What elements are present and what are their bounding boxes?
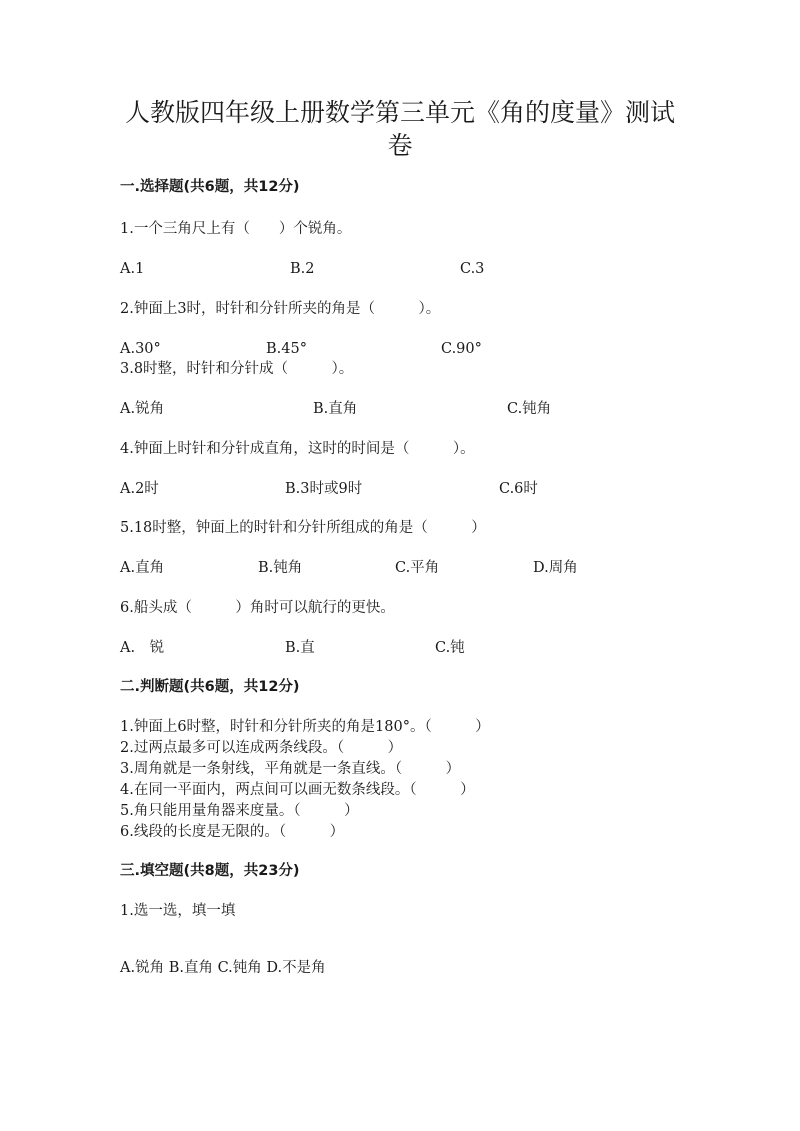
q1-5-option-c: C.平角 (395, 560, 440, 576)
q2-5-text: 5.角只能用量角器来度量。（ ） (120, 803, 359, 819)
q1-6-option-c: C.钝 (435, 640, 465, 656)
q2-1-text: 1.钟面上6时整，时针和分针所夹的角是180°。（ ） (120, 719, 490, 735)
q1-6-text: 6.船头成（ ）角时可以航行的更快。 (120, 600, 395, 616)
q1-2-text: 2.钟面上3时，时针和分针所夹的角是（ ）。 (120, 301, 441, 317)
q2-2-text: 2.过两点最多可以连成两条线段。（ ） (120, 740, 403, 756)
q1-4-option-b: B.3时或9时 (285, 481, 363, 497)
q1-1-text: 1.一个三角尺上有（ ）个锐角。 (120, 221, 352, 237)
q1-3-text: 3.8时整，时针和分针成（ ）。 (120, 361, 354, 377)
q1-5-option-a: A.直角 (120, 560, 165, 576)
q1-4-text: 4.钟面上时针和分针成直角，这时的时间是（ ）。 (120, 441, 475, 457)
q1-5-option-b: B.钝角 (258, 560, 303, 576)
q1-2-option-c: C.90° (441, 341, 482, 357)
title-line-2: 卷 (387, 131, 413, 160)
q3-1-text: 1.选一选，填一填 (120, 903, 236, 919)
q2-3-text: 3.周角就是一条射线，平角就是一条直线。（ ） (120, 761, 461, 777)
q1-5-text: 5.18时整，钟面上的时针和分针所组成的角是（ ） (120, 520, 486, 536)
q1-6-option-b: B.直 (285, 640, 315, 656)
q2-6-text: 6.线段的长度是无限的。（ ） (120, 824, 345, 840)
exam-title (110, 96, 690, 162)
q1-2-option-b: B.45° (266, 341, 307, 357)
q3-1-options: A.锐角 B.直角 C.钝角 D.不是角 (120, 960, 326, 976)
section-1-heading: 一.选择题(共6题，共12分) (120, 179, 300, 195)
q2-4-text: 4.在同一平面内，两点间可以画无数条线段。（ ） (120, 782, 475, 798)
q1-6-option-a: A. 锐 (120, 640, 165, 656)
q1-1-option-c: C.3 (460, 261, 485, 277)
q1-1-option-a: A.1 (120, 261, 145, 277)
q1-3-option-b: B.直角 (313, 401, 358, 417)
q1-2-option-a: A.30° (120, 341, 161, 357)
q1-3-option-c: C.钝角 (507, 401, 552, 417)
q1-1-option-b: B.2 (290, 261, 315, 277)
section-2-heading: 二.判断题(共6题，共12分) (120, 679, 300, 695)
title-line-1: 人教版四年级上册数学第三单元《角的度量》测试 (124, 98, 675, 127)
section-3-heading: 三.填空题(共8题，共23分) (120, 863, 300, 879)
q1-5-option-d: D.周角 (533, 560, 578, 576)
q1-4-option-c: C.6时 (499, 481, 538, 497)
q1-3-option-a: A.锐角 (120, 401, 165, 417)
q1-4-option-a: A.2时 (120, 481, 159, 497)
